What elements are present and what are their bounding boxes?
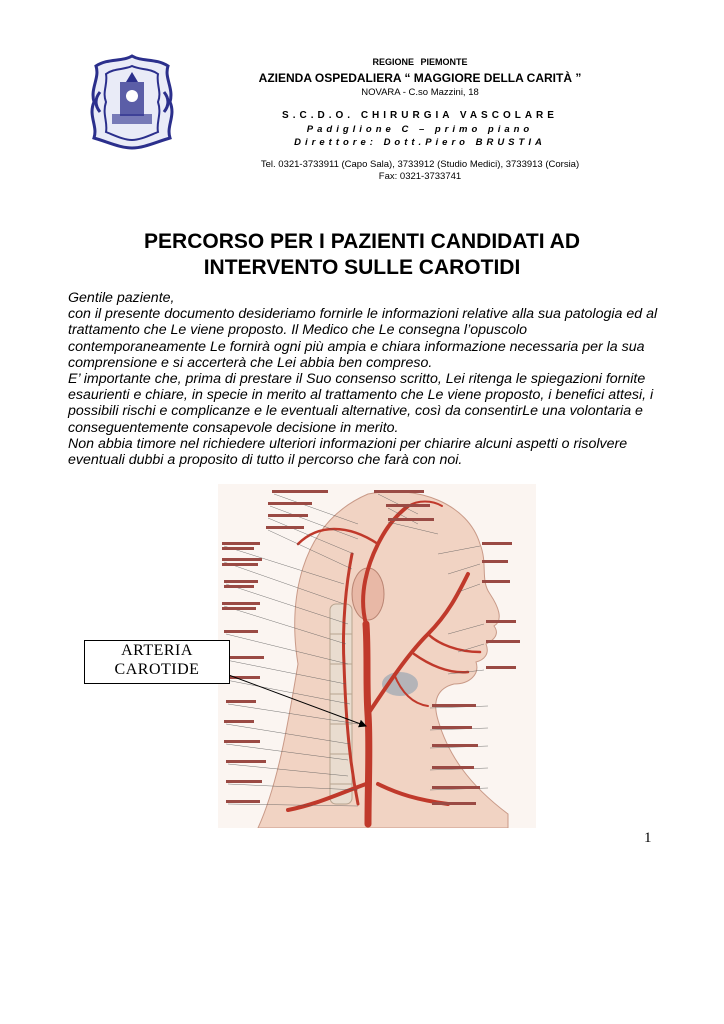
- carotid-label-box: [84, 640, 230, 684]
- label-line-1: ARTERIA: [121, 642, 193, 659]
- intro-paragraph-3: Non abbia timore nel richiedere ulteriori informazioni per chiarire alcuni aspetti o risolvere eventuali dubbi a proposito di tutto il percorso che farà con noi.: [68, 435, 628, 469]
- hospital-name: AZIENDA OSPEDALIERA “ MAGGIORE DELLA CARITÀ ”: [258, 71, 582, 85]
- fax-number: Fax: 0321-3733741: [378, 171, 462, 182]
- phone-numbers: Tel. 0321-3733911 (Capo Sala), 3733912 (Studio Medici), 3733913 (Corsia): [260, 159, 580, 170]
- pavilion-info: Padiglione C – primo piano: [306, 124, 534, 135]
- page-number: 1: [644, 830, 652, 846]
- document-title-line1: PERCORSO PER I PAZIENTI CANDIDATI AD: [144, 230, 580, 253]
- label-line-2: CAROTIDE: [114, 661, 200, 678]
- intro-paragraph-2: E’ importante che, prima di prestare il Suo consenso scritto, Lei ritenga le spiegazioni fornite esaurienti e chiare, in specie in merito al trattamento che Le viene proposto, i benefici attesi, i possibili rischi e complicanze e le eventuali alternative, così da consentirLe una volontaria e conseguentemente consapevole decisione in merito.: [68, 371, 654, 436]
- director-info: Direttore: Dott.Piero BRUSTIA: [294, 137, 546, 148]
- department-name: S.C.D.O. CHIRURGIA VASCOLARE: [282, 110, 558, 121]
- region-name: REGIONE PIEMONTE: [372, 57, 468, 67]
- document-title-line2: INTERVENTO SULLE CAROTIDI: [203, 256, 521, 279]
- intro-paragraph-1: con il presente documento desideriamo fornirle le informazioni relative alla sua patologia ed al trattamento che Le viene proposto. Il Medico che Le consegna l’opuscolo contemporaneamente Le fornirà ogni più ampia e chiara informazione necessaria per la sua comprensione e si accerterà che Lei abbia ben compreso.: [68, 306, 658, 371]
- hospital-address: NOVARA - C.so Mazzini, 18: [361, 87, 479, 98]
- greeting: Gentile paziente,: [68, 290, 175, 306]
